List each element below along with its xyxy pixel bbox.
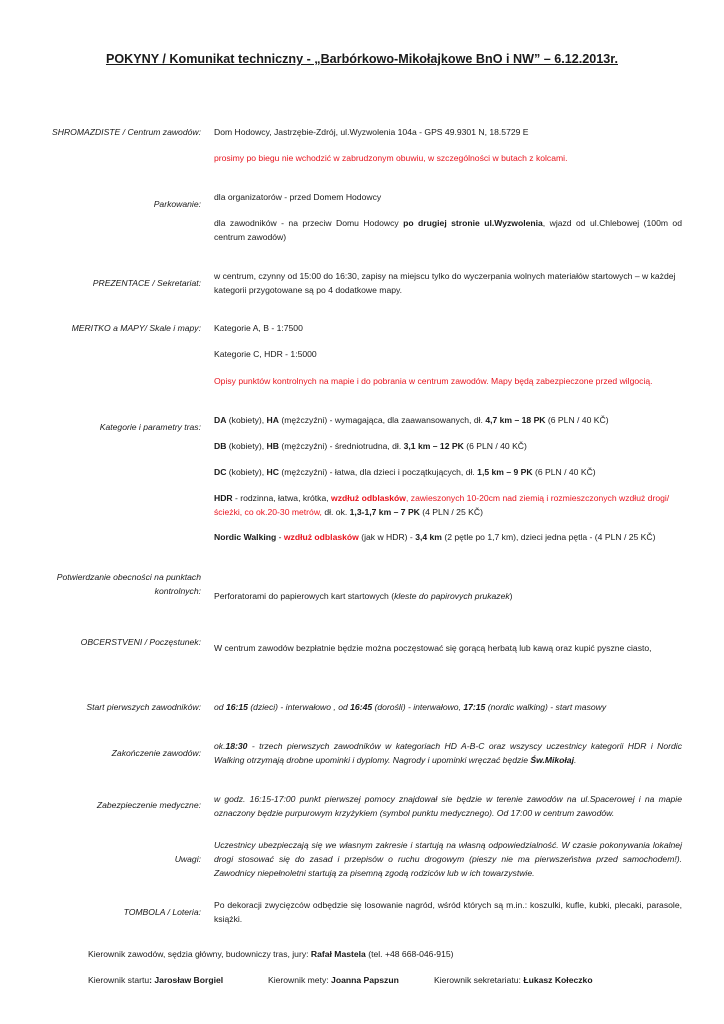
- centrum-warning: prosimy po biegu nie wchodzić w zabrudzonym obuwiu, w szczególności w butach z kolcami.: [214, 153, 568, 163]
- section-label-potwierdzanie: Potwierdzanie obecności na punktach kontrolnych:: [56, 572, 201, 596]
- footer-start-manager: Kierownik startu: Jarosław Borgiel: [88, 975, 224, 985]
- zakonczenie-text: ok.18:30 - trzech pierwszych zawodników w kategoriach HD A-B-C oraz wszyscy uczestnicy kategorii HDR i Nordic Walking otrzymają drobne upominki i dyplomy. Nagrody i upominki wręczać będzie Św.Mikołaj.: [214, 741, 682, 765]
- maps-scale-c: Kategorie C, HDR - 1:5000: [214, 349, 317, 359]
- footer-chief: Kierownik zawodów, sędzia główny, budowniczy tras, jury: Rafał Mastela (tel. +48 668-046-915): [88, 949, 454, 959]
- section-label-mapy: MERITKO a MAPY/ Skale i mapy:: [71, 323, 201, 333]
- section-label-tombola: TOMBOLA / Loteria:: [123, 907, 201, 917]
- category-da: DA (kobiety), HA (mężczyźni) - wymagająca, dla zaawansowanych, dł. 4,7 km – 18 PK (6 PLN / 40 KČ): [214, 415, 609, 425]
- section-label-obcerstveni: OBCERSTVENI / Poczęstunek:: [80, 637, 201, 647]
- parking-organizers: dla organizatorów - przed Domem Hodowcy: [214, 192, 382, 202]
- maps-note: Opisy punktów kontrolnych na mapie i do pobrania w centrum zawodów. Mapy będą zabezpieczone przed wilgocią.: [214, 376, 653, 386]
- tombola-text: Po dekoracji zwycięzców odbędzie się losowanie nagród, wśród których są m.in.: koszulki, kufle, kubki, plecaki, parasole, książki.: [214, 900, 682, 924]
- section-label-medyczne: Zabezpieczenie medyczne:: [96, 800, 201, 810]
- category-hdr: HDR - rodzinna, łatwa, krótka, wzdłuż odblasków, zawieszonych 10-20cm nad ziemią i rozmieszczonych wzdłuż drogi/ścieżki, co ok.20-30 metrów, dł. ok. 1,3-1,7 km – 7 PK (4 PLN / 25 KČ): [214, 493, 670, 517]
- section-label-prezentace: PREZENTACE / Sekretariat:: [92, 278, 201, 288]
- section-label-uwagi: Uwagi:: [174, 854, 201, 864]
- uwagi-text: Uczestnicy ubezpieczają się we własnym zakresie i startują na własną odpowiedzialność. W czasie pokonywania lokalnej drogi stosować się do zasad i przepisów o ruchu drogowym (pieszy nie ma pierwszeństwa przed samochodem!). Zawodnicy niepełnoletni startują za pisemną zgodą rodziców lub w ich towarzystwie.: [214, 840, 682, 878]
- parking-competitors: dla zawodników - na przeciw Domu Hodowcy po drugiej stronie ul.Wyzwolenia, wjazd od ul.Chlebowej (100m od centrum zawodów): [214, 218, 682, 242]
- footer-officials: [88, 973, 688, 987]
- footer-secretariat-manager: Kierownik sekretariatu: Łukasz Kołeczko: [434, 975, 593, 985]
- section-label-centrum: SHROMAZDISTE / Centrum zawodów:: [52, 127, 201, 137]
- category-nordic-walking: Nordic Walking - wzdłuż odblasków (jak w HDR) - 3,4 km (2 pętle po 1,7 km), dzieci jedna pętla - (4 PLN / 25 KČ): [214, 532, 656, 542]
- section-label-kategorie: Kategorie i parametry tras:: [99, 422, 201, 432]
- section-label-parkowanie: Parkowanie:: [153, 199, 201, 209]
- medyczne-text: w godz. 16:15-17:00 punkt pierwszej pomocy znajdował sie będzie w terenie zawodów na ul.Spacerowej i na mapie oznaczony będzie purpurowym krzyżykiem (symbol punktu medycznego). Od 17:00 w centrum zawodów.: [214, 794, 682, 818]
- category-db: DB (kobiety), HB (mężczyźni) - średniotrudna, dł. 3,1 km – 12 PK (6 PLN / 40 KČ): [214, 441, 527, 451]
- section-label-start: Start pierwszych zawodników:: [86, 702, 201, 712]
- maps-scale-ab: Kategorie A, B - 1:7500: [214, 323, 303, 333]
- prezentace-text: w centrum, czynny od 15:00 do 16:30, zapisy na miejscu tylko do wyczerpania wolnych materiałów startowych – w każdej kategorii przygotowane są po 4 dodatkowe mapy.: [214, 271, 676, 295]
- centrum-address: Dom Hodowcy, Jastrzębie-Zdrój, ul.Wyzwolenia 104a - GPS 49.9301 N, 18.5729 E: [214, 127, 529, 137]
- category-dc: DC (kobiety), HC (mężczyźni) - łatwa, dla dzieci i początkujących, dł. 1,5 km – 9 PK (6 PLN / 40 KČ): [214, 467, 596, 477]
- obcerstveni-text: W centrum zawodów bezpłatnie będzie można poczęstować się gorącą herbatą lub kawą oraz kupić pyszne ciasto,: [214, 643, 652, 653]
- potwierdzanie-text: Perforatorami do papierowych kart startowych (kleste do papirovych prukazek): [214, 591, 513, 601]
- section-label-zakonczenie: Zakończenie zawodów:: [111, 748, 201, 758]
- start-times: od 16:15 (dzieci) - interwałowo , od 16:45 (dorośli) - interwałowo, 17:15 (nordic walking) - start masowy: [214, 702, 607, 712]
- page-title: POKYNY / Komunikat techniczny - „Barbórkowo-Mikołajkowe BnO i NW” – 6.12.2013r.: [105, 52, 619, 66]
- footer-finish-manager: Kierownik mety: Joanna Papszun: [268, 975, 399, 985]
